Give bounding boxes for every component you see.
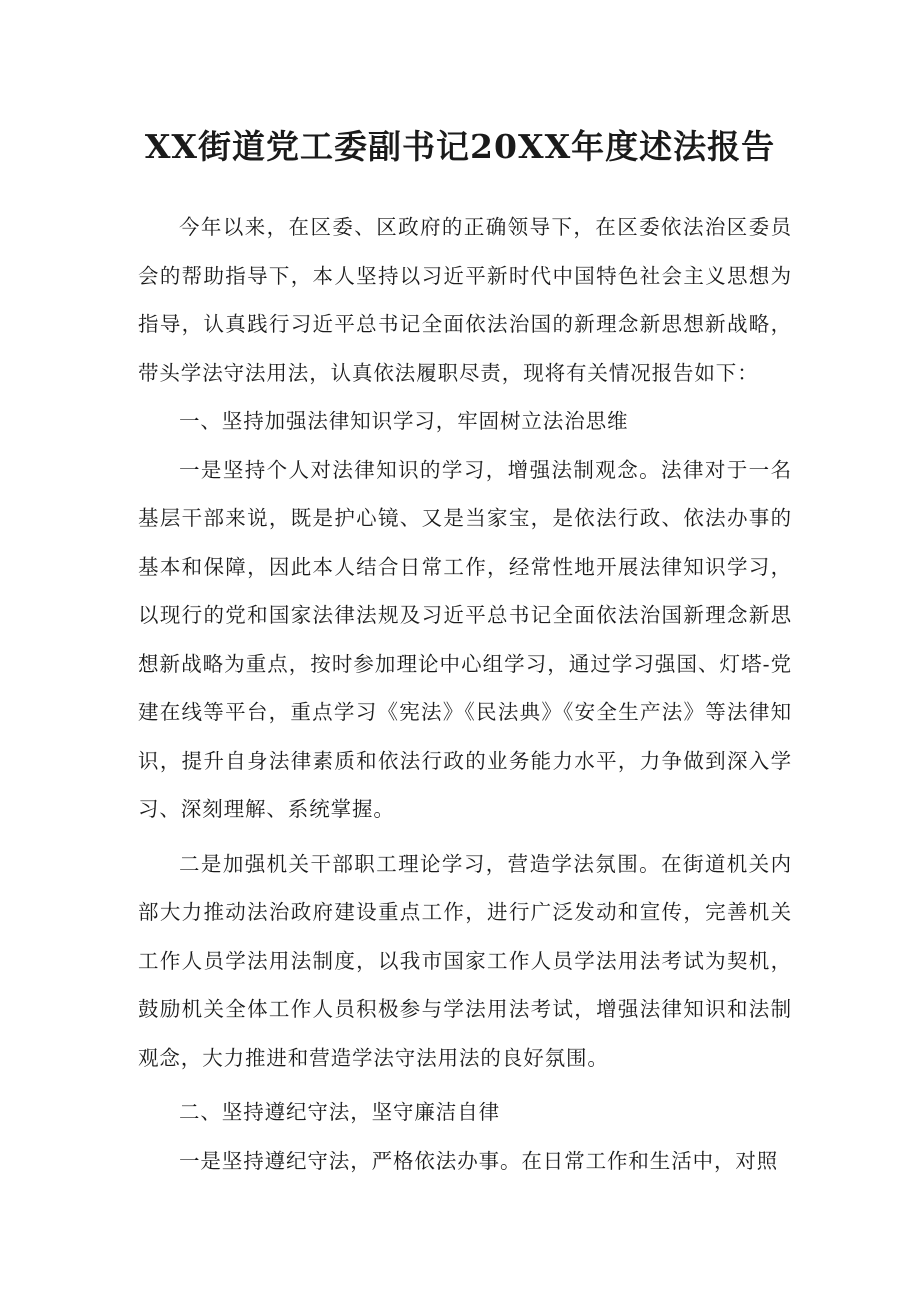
section-2-heading: 二、坚持遵纪守法，坚守廉洁自律 bbox=[179, 1100, 500, 1124]
document-title: XX街道党工委副书记20XX年度述法报告 bbox=[144, 127, 776, 166]
section-1-heading: 一、坚持加强法律知识学习，牢固树立法治思维 bbox=[179, 409, 629, 433]
intro-paragraph: 今年以来，在区委、区政府的正确领导下，在区委依法治区委员会的帮助指导下，本人坚持以习近平新时代中国特色社会主义思想为指导，认真践行习近平总书记全面依法治国的新理念新思想新战略，带头学法守法用法，认真依法履职尽责，现将有关情况报告如下： bbox=[138, 215, 792, 385]
section-1-paragraph-1: 一是坚持个人对法律知识的学习，增强法制观念。法律对于一名基层干部来说，既是护心镜、又是当家宝，是依法行政、依法办事的基本和保障，因此本人结合日常工作，经常性地开展法律知识学习，以现行的党和国家法律法规及习近平总书记全面依法治国新理念新思想新战略为重点，按时参加理论中心组学习，通过学习强国、灯塔-党建在线等平台，重点学习《宪法》《民法典》《安全生产法》等法律知识，提升自身法律素质和依法行政的业务能力水平，力争做到深入学习、深刻理解、系统掌握。 bbox=[138, 457, 792, 821]
section-2-paragraph-1: 一是坚持遵纪守法，严格依法办事。在日常工作和生活中，对照 bbox=[179, 1148, 779, 1173]
document-body bbox=[138, 203, 792, 1185]
section-1-paragraph-2: 二是加强机关干部职工理论学习，营造学法氛围。在街道机关内部大力推动法治政府建设重点工作，进行广泛发动和宣传，完善机关工作人员学法用法制度，以我市国家工作人员学法用法考试为契机，鼓励机关全体工作人员积极参与学法用法考试，增强法律知识和法制观念，大力推进和营造学法守法用法的良好氛围。 bbox=[138, 851, 792, 1070]
